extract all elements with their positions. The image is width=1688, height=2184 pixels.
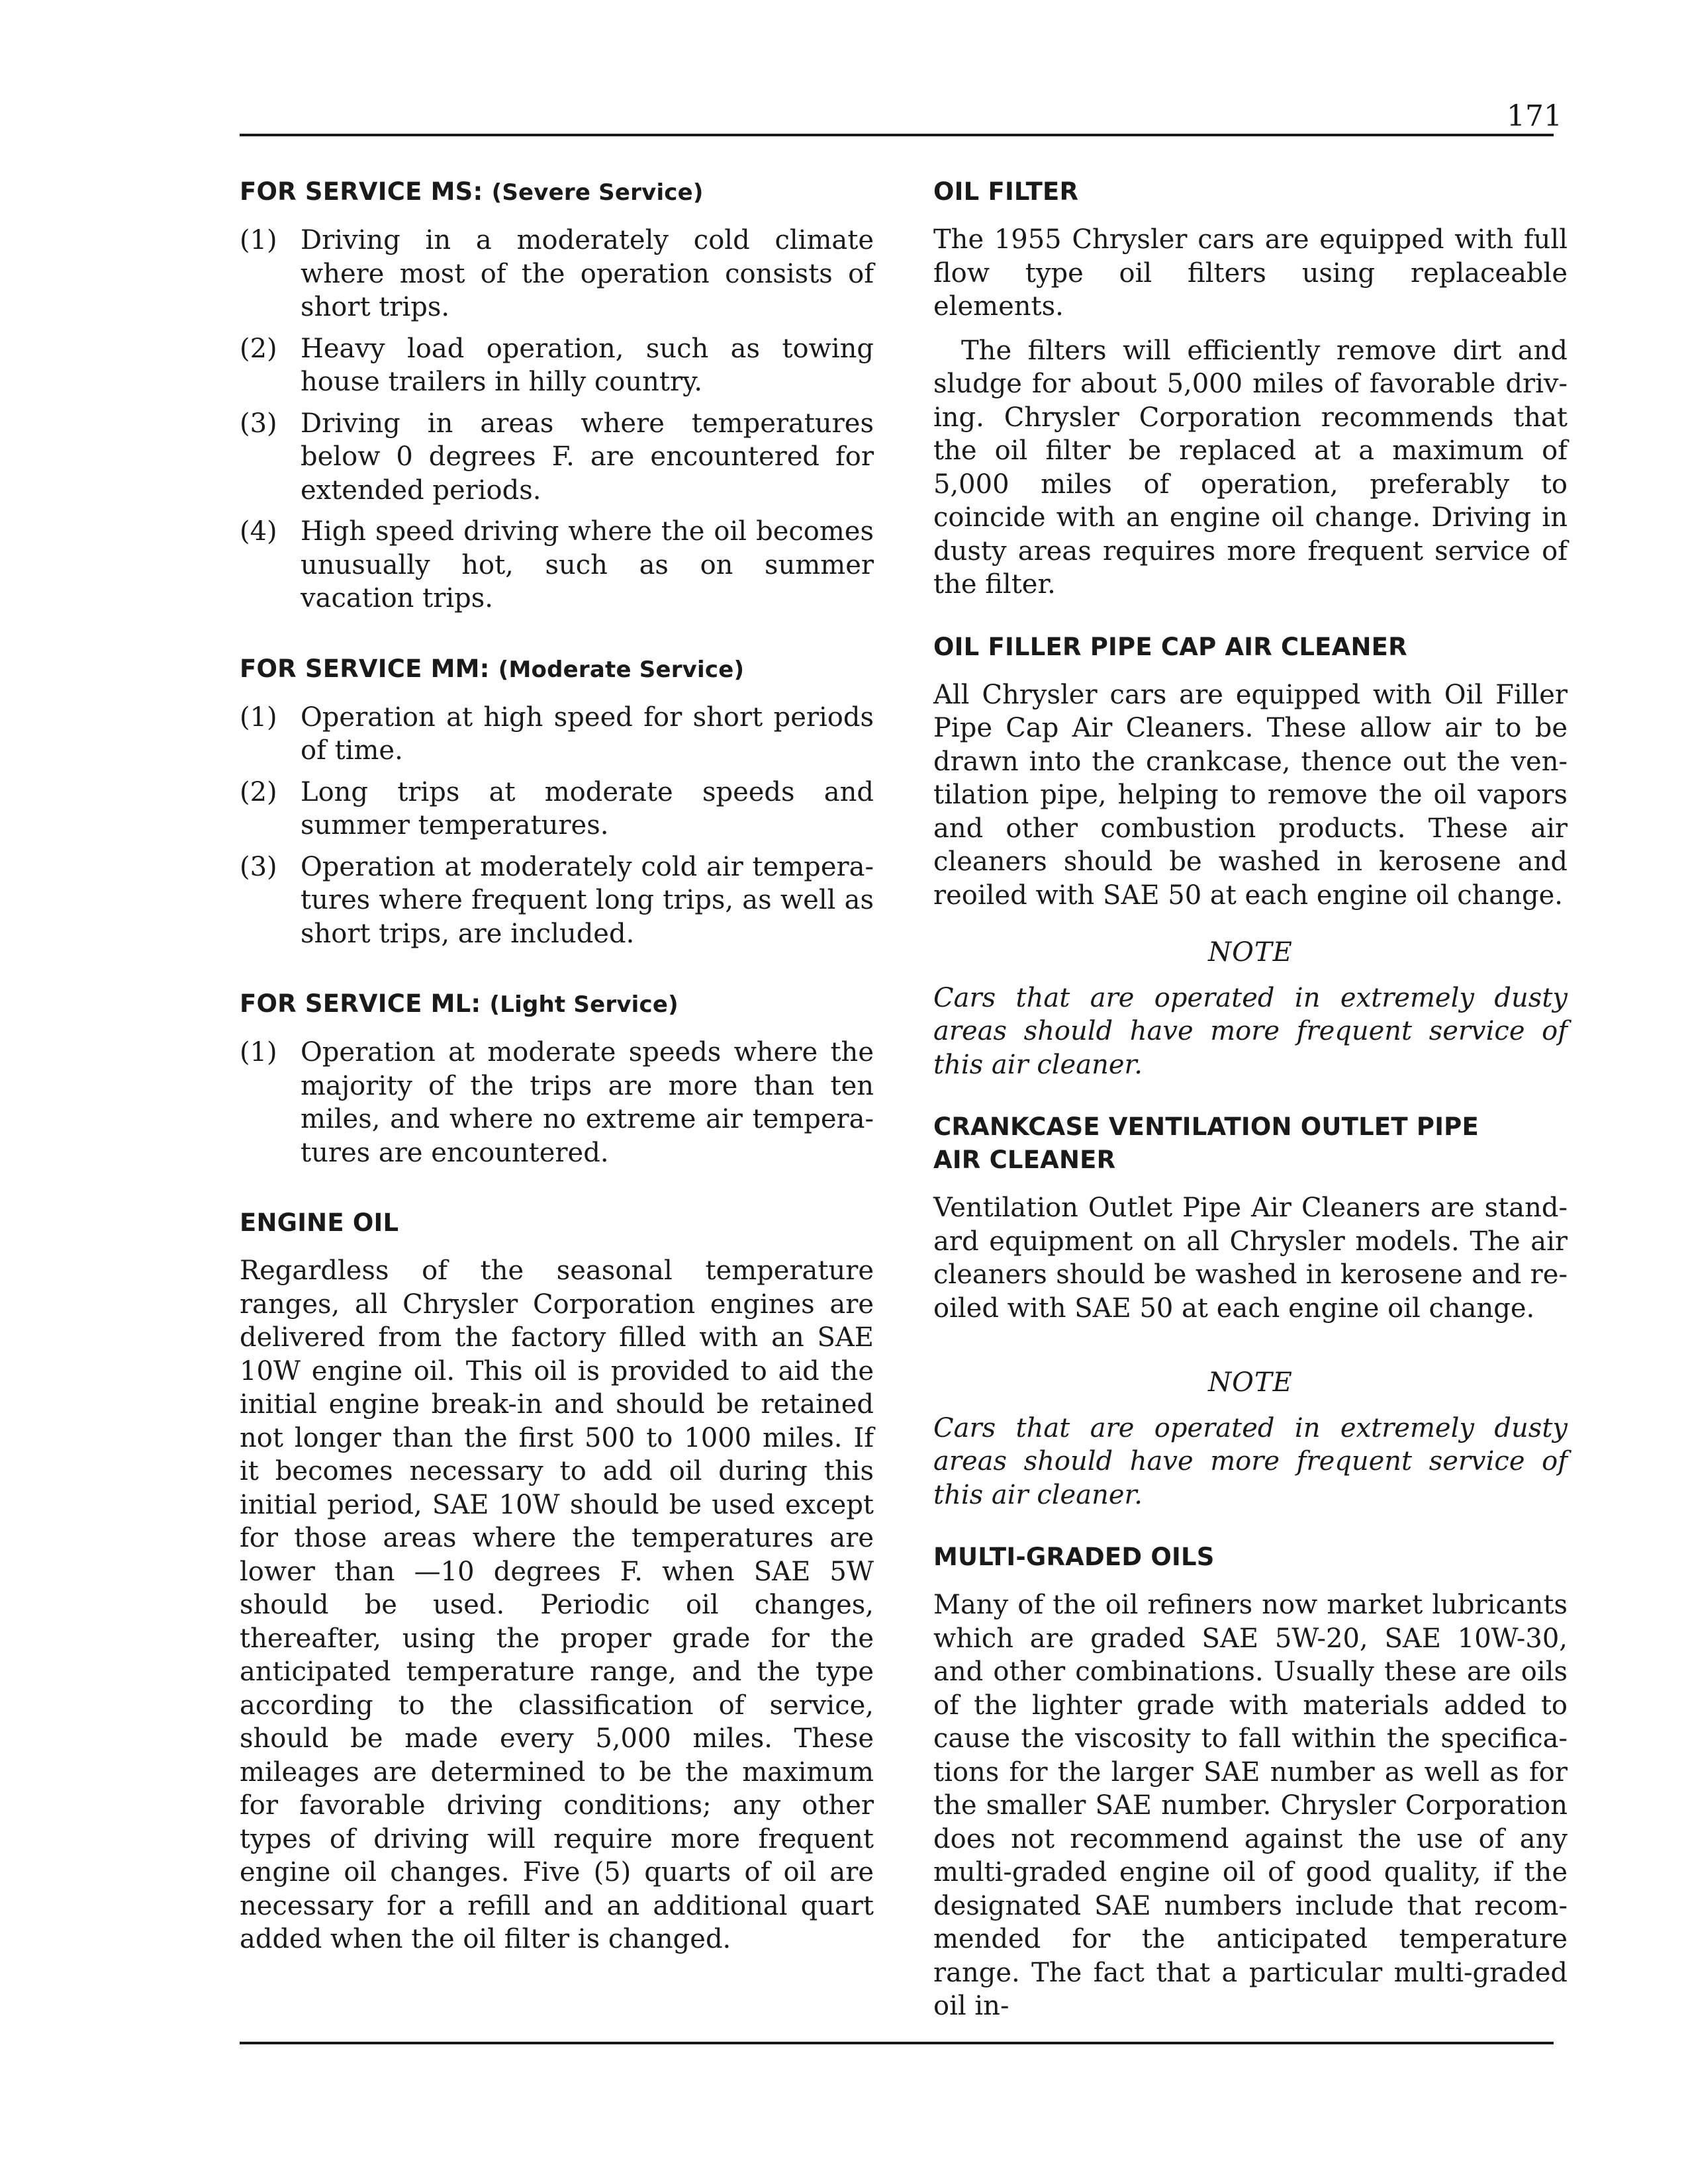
ms-item-number: (2) <box>240 333 277 364</box>
mm-item-number: (3) <box>240 851 277 882</box>
mm-item-number: (1) <box>240 702 277 733</box>
header-rule <box>240 134 1554 136</box>
engine-oil-paragraph: Regardless of the seasonal temperature ranges, all Chrysler Corporation engines are delivered from the factory filled with an SAE 10W engine oil. This oil is provided to aid the initial engine break-in and should be retained not longer than the first 500 to 1000 miles. If it becomes necessary to add oil during this initial period, SAE 10W should be used except for those areas where the temperatures are lower than —10 degrees F. when SAE 5W should be used. Periodic oil changes, thereafter, using the proper grade for the anticipated temperature range, and the type according to the classification of service, should be made every 5,000 miles. These mileages are determined to be the maximum for favorable driving conditions; any other types of driving will require more frequent engine oil changes. Five (5) quarts of oil are necessary for a refill and an additional quart added when the oil filter is changed. <box>240 1255 874 1954</box>
ml-item-text: Operation at moderate speeds where the majority of the trips are more than ten miles, and where no extreme air temperatures are encountered. <box>301 1037 874 1168</box>
heading-service-mm-prefix: FOR SERVICE MM: <box>240 654 490 683</box>
heading-oil-filler-pipe-cap: OIL FILLER PIPE CAP AIR CLEANER <box>933 632 1407 661</box>
ms-item-text: Heavy load operation, such as towing house trailers in hilly country. <box>301 333 874 397</box>
right-column <box>933 175 1568 2023</box>
ms-item-text: High speed driving where the oil becomes unusually hot, such as on summer vacation trips. <box>301 516 874 614</box>
mm-item <box>240 850 874 951</box>
mm-item-text: Operation at moderately cold air temperatures where frequent long trips, as well as short trips, are included. <box>301 851 874 949</box>
ms-item-number: (3) <box>240 408 277 439</box>
mm-item-text: Long trips at moderate speeds and summer temperatures. <box>301 776 874 841</box>
ms-item-number: (4) <box>240 516 277 547</box>
left-column <box>240 175 874 1956</box>
ms-item <box>240 515 874 615</box>
page-number: 171 <box>1507 99 1562 133</box>
ms-item-text: Driving in a moderately cold climate where most of the operation consists of short trips. <box>301 225 874 322</box>
heading-service-ml-note: (Light Service) <box>489 991 679 1018</box>
ms-item <box>240 332 874 399</box>
heading-engine-oil: ENGINE OIL <box>240 1208 399 1237</box>
crankcase-paragraph: Ventilation Outlet Pipe Air Cleaners are standard equipment on all Chrysler models. The air cleaners should be washed in kerosene and reoiled with SAE 50 at each engine oil change. <box>933 1193 1568 1324</box>
oil-filter-paragraph-1: The 1955 Chrysler cars are equipped with full flow type oil filters using replaceable elements. <box>933 224 1568 322</box>
footer-rule <box>240 2042 1554 2044</box>
heading-service-ms <box>240 175 874 209</box>
heading-service-ml <box>240 987 874 1021</box>
note-text: Cars that are operated in extremely dusty areas should have more frequent service of this air cleaner. <box>933 1412 1568 1510</box>
heading-multi-graded-oils: MULTI-GRADED OILS <box>933 1543 1215 1571</box>
ms-item <box>240 224 874 324</box>
ml-item-number: (1) <box>240 1037 277 1068</box>
heading-service-mm <box>240 653 874 686</box>
ms-item-text: Driving in areas where temperatures below 0 degrees F. are encountered for extended periods. <box>301 408 874 506</box>
oil-filler-paragraph: All Chrysler cars are equipped with Oil Filler Pipe Cap Air Cleaners. These allow air to be drawn into the crankcase, thence out the ventilation pipe, helping to remove the oil vapors and other combustion products. These air cleaners should be washed in kerosene and reoiled with SAE 50 at each engine oil change. <box>933 679 1568 911</box>
note-title: NOTE <box>1208 937 1293 968</box>
heading-oil-filter: OIL FILTER <box>933 177 1079 206</box>
mm-item-number: (2) <box>240 776 277 807</box>
mm-item <box>240 701 874 768</box>
ml-item <box>240 1036 874 1169</box>
mm-item-text: Operation at high speed for short periods of time. <box>301 702 874 766</box>
oil-filter-paragraph-2: The filters will efficiently remove dirt and sludge for about 5,000 miles of favorable driving. Chrysler Corporation recommends that the oil filter be replaced at a maximum of 5,000 miles of operation, preferably to coincide with an engine oil change. Driving in dusty areas requires more frequent service of the filter. <box>933 335 1568 600</box>
ms-item-number: (1) <box>240 225 277 255</box>
ms-item <box>240 407 874 508</box>
heading-service-mm-note: (Moderate Service) <box>498 656 745 683</box>
heading-crankcase-line-2: AIR CLEANER <box>933 1146 1116 1174</box>
heading-crankcase-ventilation <box>933 1111 1568 1177</box>
note-text: Cars that are operated in extremely dusty areas should have more frequent service of this air cleaner. <box>933 982 1568 1080</box>
multi-graded-paragraph: Many of the oil refiners now market lubricants which are graded SAE 5W-20, SAE 10W-30, and other combinations. Usually these are oils of the lighter grade with materials added to cause the viscosity to fall within the specifications for the larger SAE number as well as for the smaller SAE number. Chrysler Corporation does not recommend against the use of any multi-graded engine oil of good quality, if the designated SAE numbers include that recommended for the anticipated temperature range. The fact that a particular multi-graded oil in- <box>933 1590 1568 2021</box>
heading-service-ms-prefix: FOR SERVICE MS: <box>240 177 483 206</box>
note-title: NOTE <box>1208 1367 1293 1398</box>
heading-service-ml-prefix: FOR SERVICE ML: <box>240 989 481 1018</box>
mm-item <box>240 776 874 842</box>
heading-service-ms-note: (Severe Service) <box>491 179 704 206</box>
heading-crankcase-line-1: CRANKCASE VENTILATION OUTLET PIPE <box>933 1113 1479 1141</box>
